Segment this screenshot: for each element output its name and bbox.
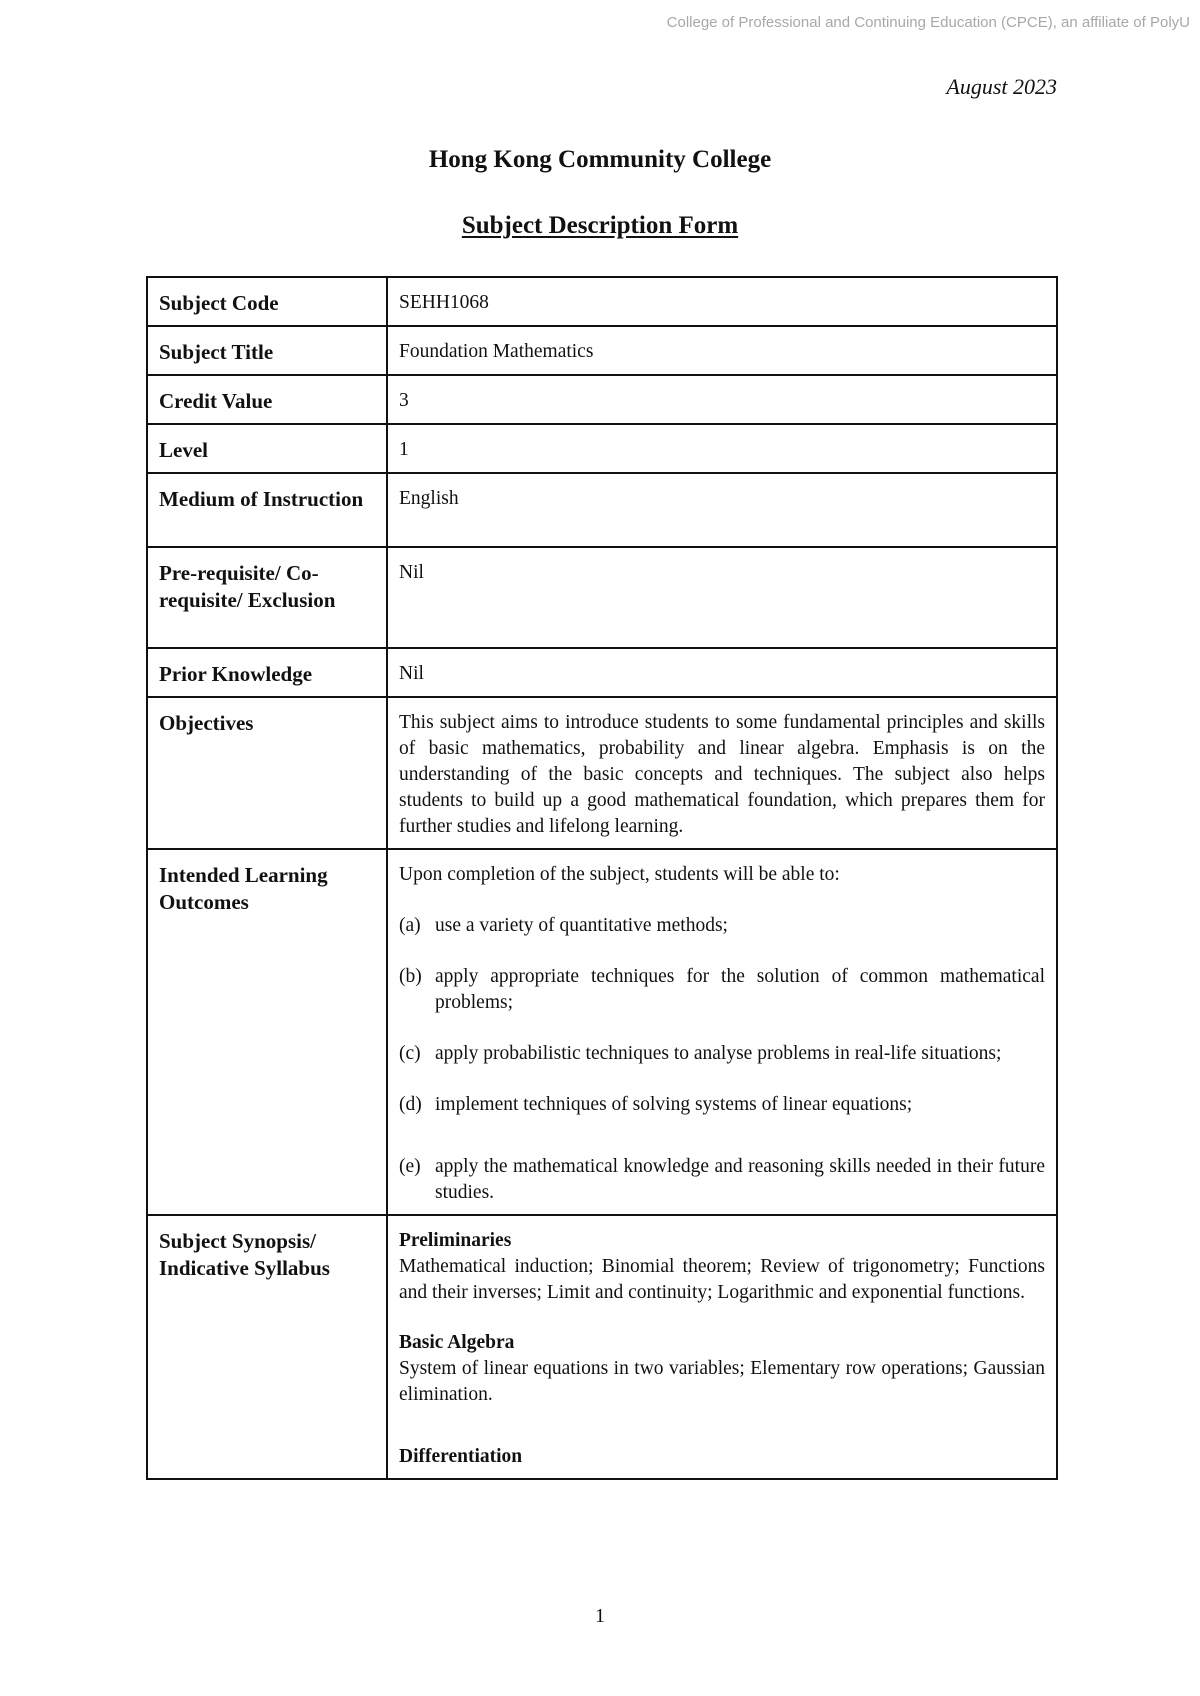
- document-date: August 2023: [946, 74, 1057, 99]
- value-prereq: Nil: [387, 547, 1057, 648]
- ilo-item: [399, 964, 1045, 1016]
- row-level: [147, 424, 1057, 473]
- syllabus-section-text: System of linear equations in two variables; Elementary row operations; Gaussian elimination.: [399, 1358, 1045, 1405]
- value-prior-knowledge: Nil: [387, 648, 1057, 697]
- value-level: 1: [387, 424, 1057, 473]
- affiliation-note: College of Professional and Continuing Education (CPCE), an affiliate of PolyU: [666, 14, 1190, 31]
- ilo-letter: (e): [399, 1156, 421, 1177]
- college-name: Hong Kong Community College: [428, 146, 772, 173]
- ilo-item: [399, 1092, 1045, 1118]
- row-syllabus: [147, 1215, 1057, 1479]
- value-syllabus: [387, 1215, 1057, 1479]
- row-prereq: [147, 547, 1057, 648]
- value-medium: English: [387, 473, 1057, 547]
- label-level: Level: [147, 424, 387, 473]
- syllabus-section: [399, 1228, 1045, 1306]
- row-ilo: [147, 849, 1057, 1215]
- row-subject-title: [147, 326, 1057, 375]
- label-credit-value: Credit Value: [147, 375, 387, 424]
- label-objectives: Objectives: [147, 697, 387, 849]
- value-subject-title: Foundation Mathematics: [387, 326, 1057, 375]
- syllabus-section: [399, 1330, 1045, 1408]
- label-subject-title: Subject Title: [147, 326, 387, 375]
- ilo-text: use a variety of quantitative methods;: [435, 915, 728, 936]
- ilo-item: [399, 913, 1045, 939]
- ilo-intro: Upon completion of the subject, students will be able to:: [399, 864, 840, 885]
- label-ilo: Intended Learning Outcomes: [147, 849, 387, 1215]
- label-medium: Medium of Instruction: [147, 473, 387, 547]
- syllabus-section-title: Basic Algebra: [399, 1332, 515, 1353]
- syllabus-section-title: Differentiation: [399, 1446, 523, 1467]
- row-objectives: [147, 697, 1057, 849]
- row-subject-code: [147, 277, 1057, 326]
- label-prereq: Pre-requisite/ Co-requisite/ Exclusion: [147, 547, 387, 648]
- syllabus-section-text: Mathematical induction; Binomial theorem; Review of trigonometry; Functions and their inverses; Limit and continuity; Logarithmic and exponential functions.: [399, 1256, 1045, 1303]
- ilo-text: apply the mathematical knowledge and reasoning skills needed in their future studies.: [435, 1156, 1045, 1203]
- value-credit-value: 3: [387, 375, 1057, 424]
- ilo-text: implement techniques of solving systems of linear equations;: [435, 1094, 913, 1115]
- row-credit-value: [147, 375, 1057, 424]
- label-subject-code: Subject Code: [147, 277, 387, 326]
- value-ilo: [387, 849, 1057, 1215]
- form-title: Subject Description Form: [461, 212, 739, 239]
- syllabus-section: [399, 1444, 1045, 1470]
- subject-description-table: [146, 276, 1058, 1480]
- row-prior-knowledge: [147, 648, 1057, 697]
- ilo-text: apply appropriate techniques for the solution of common mathematical problems;: [435, 966, 1045, 1013]
- ilo-letter: (d): [399, 1094, 422, 1115]
- ilo-text: apply probabilistic techniques to analyse problems in real-life situations;: [435, 1043, 1002, 1064]
- ilo-letter: (b): [399, 966, 422, 987]
- label-prior-knowledge: Prior Knowledge: [147, 648, 387, 697]
- label-syllabus: Subject Synopsis/ Indicative Syllabus: [147, 1215, 387, 1479]
- ilo-letter: (a): [399, 915, 421, 936]
- page-number: 1: [595, 1605, 605, 1627]
- syllabus-section-title: Preliminaries: [399, 1230, 512, 1251]
- ilo-item: [399, 1154, 1045, 1206]
- ilo-letter: (c): [399, 1043, 421, 1064]
- ilo-item: [399, 1041, 1045, 1067]
- row-medium: [147, 473, 1057, 547]
- value-objectives: This subject aims to introduce students to some fundamental principles and skills of basic mathematics, probability and linear algebra. Emphasis is on the understanding of the basic concepts and techniques. The subject also helps students to build up a good mathematical foundation, which prepares them for further studies and lifelong learning.: [387, 697, 1057, 849]
- value-subject-code: SEHH1068: [387, 277, 1057, 326]
